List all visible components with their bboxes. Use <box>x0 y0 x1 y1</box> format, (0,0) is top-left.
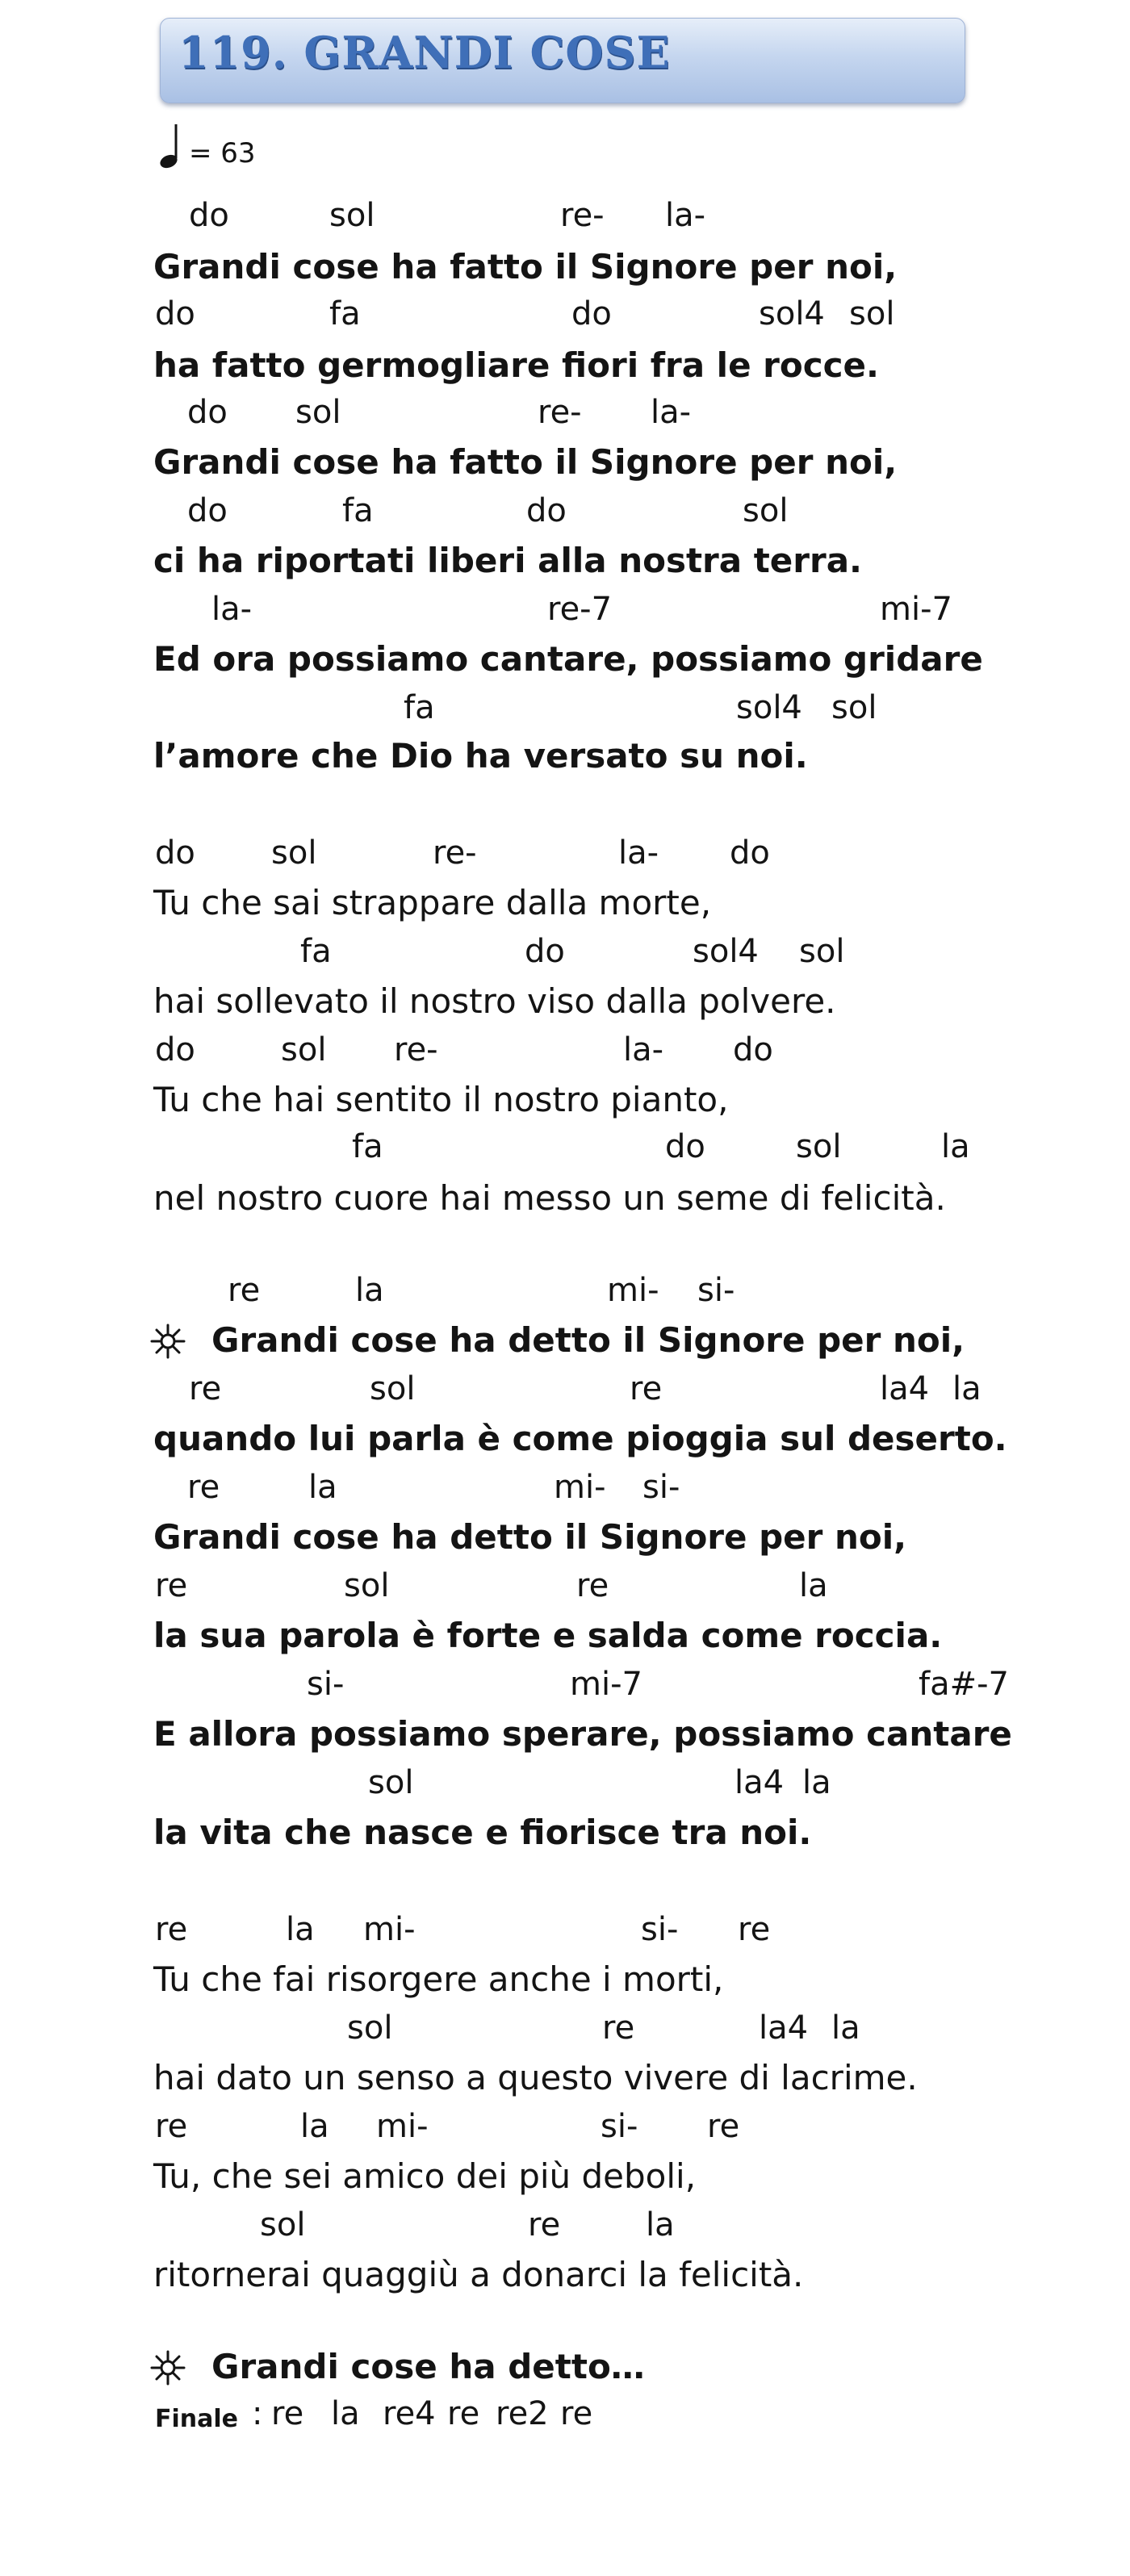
lyric-line <box>0 2347 1130 2395</box>
lyric-line <box>0 1080 1130 1128</box>
lyric-line <box>0 442 1130 491</box>
chord: sol <box>370 1370 416 1407</box>
lyric-line <box>0 1178 1130 1227</box>
chord: re <box>228 1272 261 1309</box>
chord: sol <box>281 1031 327 1068</box>
chord: sol4 <box>759 295 825 332</box>
chord: la <box>286 1911 315 1948</box>
chord: la <box>331 2395 360 2432</box>
lyric-text: Tu, che sei amico dei più deboli, <box>153 2156 697 2196</box>
chord: sol <box>295 394 341 431</box>
chord: re <box>271 2395 304 2432</box>
lyric-text: ritornerai quaggiù a donarci la felicità. <box>153 2255 804 2294</box>
lyric-line <box>0 1616 1130 1664</box>
chord: la- <box>623 1031 664 1068</box>
chord: la4 <box>759 2009 809 2047</box>
chord: fa#-7 <box>919 1666 1009 1703</box>
lyric-text: hai sollevato il nostro viso dalla polvere. <box>153 981 836 1021</box>
lyric-text: Grandi cose ha fatto il Signore per noi, <box>153 442 898 482</box>
chord: la <box>941 1128 970 1165</box>
chord: do <box>571 295 612 332</box>
chord: sol <box>271 834 317 872</box>
lyric-line <box>0 981 1130 1030</box>
song-title: 119. GRANDI COSE <box>178 27 671 78</box>
lyric-text: hai dato un senso a questo vivere di lacrime. <box>153 2058 918 2097</box>
chord: sol <box>260 2206 306 2244</box>
chord-line <box>0 295 1130 344</box>
chord: mi-7 <box>570 1666 642 1703</box>
chord: la- <box>665 197 706 234</box>
chord: si- <box>601 2108 638 2145</box>
lyric-text: la sua parola è forte e salda come roccia. <box>153 1616 943 1655</box>
lyric-text: Grandi cose ha detto il Signore per noi, <box>211 1320 965 1360</box>
chord: re- <box>394 1031 438 1068</box>
chord: la <box>952 1370 981 1407</box>
chord-line <box>0 1469 1130 1517</box>
chord: mi-7 <box>880 591 952 628</box>
refrain-star-icon <box>150 1324 186 1359</box>
chord-line <box>0 834 1130 883</box>
finale-colon: : <box>252 2395 263 2432</box>
chord: sol <box>329 197 375 234</box>
chord: la- <box>211 591 253 628</box>
chord: re <box>560 2395 593 2432</box>
chord: re4 <box>383 2395 436 2432</box>
chord-line <box>0 1567 1130 1616</box>
chord-line <box>0 591 1130 639</box>
chord: sol <box>799 933 845 970</box>
chord: fa <box>352 1128 383 1165</box>
lyric-line <box>0 639 1130 688</box>
lyric-text: l’amore che Dio ha versato su noi. <box>153 736 808 776</box>
chord: do <box>155 1031 195 1068</box>
lyric-line <box>0 883 1130 931</box>
chord: re <box>447 2395 480 2432</box>
chord: re <box>528 2206 561 2244</box>
chord: fa <box>342 492 374 529</box>
chord: sol <box>347 2009 393 2047</box>
chord: la <box>308 1469 337 1506</box>
chord: sol <box>831 689 877 726</box>
chord: fa <box>300 933 332 970</box>
chord-line <box>0 1370 1130 1419</box>
chord-line <box>0 1031 1130 1080</box>
chord: re <box>189 1370 222 1407</box>
lyric-text: Grandi cose ha fatto il Signore per noi, <box>153 247 898 286</box>
finale-line <box>0 2394 1130 2442</box>
chord: la4 <box>734 1764 785 1801</box>
lyric-line <box>0 1419 1130 1467</box>
chord: fa <box>404 689 435 726</box>
chord: do <box>187 394 228 431</box>
chord: la- <box>651 394 692 431</box>
lyric-line <box>0 1959 1130 2008</box>
lyric-text: Grandi cose ha detto… <box>211 2347 645 2386</box>
chord: re <box>576 1567 609 1604</box>
chord-line <box>0 2108 1130 2156</box>
chord: do <box>730 834 770 872</box>
lyric-text: Tu che sai strappare dalla morte, <box>153 883 712 922</box>
chord: re <box>155 2108 188 2145</box>
chord: mi- <box>363 1911 416 1948</box>
chord-line <box>0 933 1130 981</box>
chord: sol4 <box>736 689 802 726</box>
chord: do <box>189 197 229 234</box>
chord: la <box>799 1567 828 1604</box>
lyric-text: ha fatto germogliare fiori fra le rocce. <box>153 345 879 385</box>
chord: do <box>155 295 195 332</box>
chord: la <box>646 2206 675 2244</box>
chord: re- <box>433 834 477 872</box>
chord: la- <box>618 834 659 872</box>
lyric-line <box>0 1517 1130 1566</box>
lyric-line <box>0 736 1130 784</box>
chord: la4 <box>880 1370 930 1407</box>
chord: si- <box>307 1666 345 1703</box>
chord: re <box>738 1911 771 1948</box>
lyric-line <box>0 1714 1130 1763</box>
chord-line <box>0 394 1130 442</box>
chord: sol <box>849 295 895 332</box>
chord: re <box>187 1469 220 1506</box>
chord-line <box>0 1764 1130 1813</box>
chord-line <box>0 2009 1130 2058</box>
chord: sol <box>796 1128 842 1165</box>
chord: si- <box>642 1469 680 1506</box>
chord: sol <box>344 1567 390 1604</box>
chord: la <box>831 2009 860 2047</box>
chord: re <box>630 1370 663 1407</box>
chord-line <box>0 689 1130 738</box>
lyric-line <box>0 345 1130 394</box>
chord: re2 <box>496 2395 549 2432</box>
chord-line <box>0 1911 1130 1959</box>
chord: re-7 <box>547 591 613 628</box>
lyric-line <box>0 1813 1130 1861</box>
chord: do <box>525 933 565 970</box>
lyric-text: ci ha riportati liberi alla nostra terra. <box>153 541 863 580</box>
chord: re- <box>560 197 605 234</box>
lyric-text: la vita che nasce e fiorisce tra noi. <box>153 1813 812 1852</box>
lyric-line <box>0 2156 1130 2205</box>
chord: re- <box>538 394 582 431</box>
chord: si- <box>697 1272 735 1309</box>
lyric-text: quando lui parla è come pioggia sul deserto. <box>153 1419 1007 1458</box>
lyric-text: Grandi cose ha detto il Signore per noi, <box>153 1517 907 1557</box>
chord: mi- <box>554 1469 606 1506</box>
chord: re <box>602 2009 635 2047</box>
lyric-line <box>0 2255 1130 2303</box>
chord: sol4 <box>693 933 759 970</box>
lyric-text: Tu che hai sentito il nostro pianto, <box>153 1080 729 1119</box>
chord-line <box>0 197 1130 245</box>
refrain-star-icon <box>150 2350 186 2386</box>
chord-line <box>0 492 1130 541</box>
lyric-text: Ed ora possiamo cantare, possiamo gridare <box>153 639 983 679</box>
chord: mi- <box>607 1272 659 1309</box>
chord: sol <box>743 492 789 529</box>
lyric-text: Tu che fai risorgere anche i morti, <box>153 1959 724 1999</box>
chord: fa <box>329 295 361 332</box>
chord: si- <box>641 1911 679 1948</box>
lyric-line <box>0 247 1130 295</box>
chord-line <box>0 1128 1130 1177</box>
chord-line <box>0 1666 1130 1714</box>
finale-label: Finale <box>155 2405 239 2433</box>
chord: do <box>155 834 195 872</box>
chord: la <box>802 1764 831 1801</box>
chord: re <box>707 2108 740 2145</box>
lyric-line <box>0 2058 1130 2106</box>
lyric-text: E allora possiamo sperare, possiamo cantare <box>153 1714 1012 1754</box>
chord: do <box>187 492 228 529</box>
lyric-line <box>0 1320 1130 1369</box>
chord-line <box>0 1272 1130 1320</box>
chord: mi- <box>376 2108 429 2145</box>
lyric-text: nel nostro cuore hai messo un seme di felicità. <box>153 1178 946 1218</box>
tempo-value: = 63 <box>189 137 256 169</box>
chord: la <box>300 2108 329 2145</box>
chord: do <box>733 1031 773 1068</box>
chord-line <box>0 2206 1130 2255</box>
chord: la <box>355 1272 384 1309</box>
chord: re <box>155 1911 188 1948</box>
chord: do <box>665 1128 705 1165</box>
chord: re <box>155 1567 188 1604</box>
chord: sol <box>368 1764 414 1801</box>
lyric-line <box>0 541 1130 589</box>
chord: do <box>526 492 567 529</box>
